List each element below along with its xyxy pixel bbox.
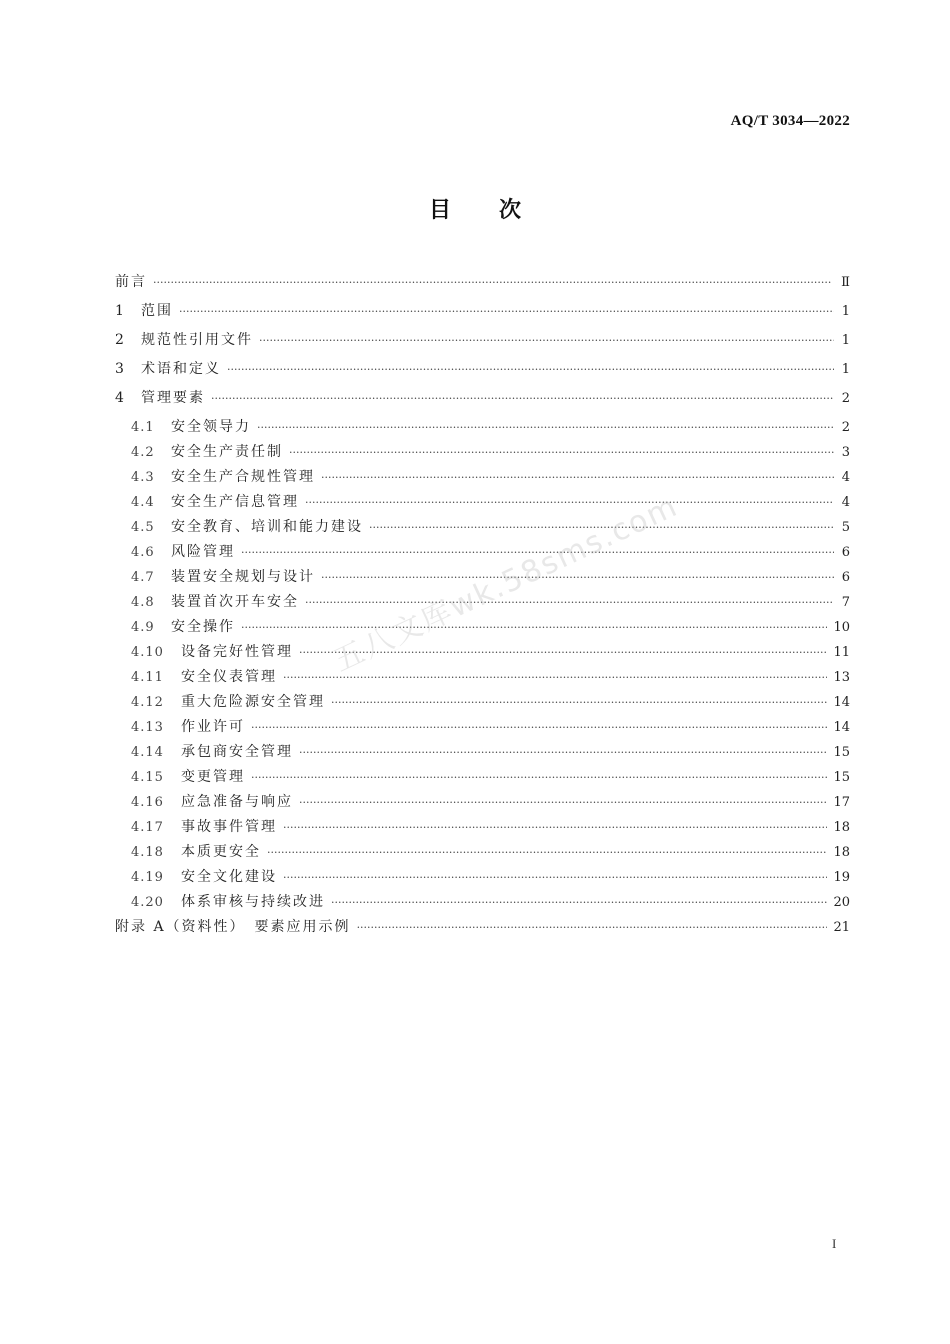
toc-entry-label: 安全操作 bbox=[171, 619, 235, 635]
toc-entry-page: 19 bbox=[833, 870, 850, 885]
toc-entry-label: 前言 bbox=[115, 274, 147, 290]
toc-dot-leader bbox=[357, 918, 828, 938]
toc-entry-page: 4 bbox=[841, 470, 850, 485]
toc-dot-leader bbox=[257, 418, 834, 438]
toc-entry[interactable] bbox=[115, 742, 850, 767]
toc-entry-page: 15 bbox=[833, 770, 850, 785]
toc-entry-label: 承包商安全管理 bbox=[181, 744, 293, 760]
toc-entry-number: 4.10 bbox=[131, 645, 164, 660]
toc-entry-number: 4 bbox=[115, 390, 125, 406]
toc-entry[interactable] bbox=[115, 330, 850, 359]
toc-entry-label: 体系审核与持续改进 bbox=[181, 894, 325, 910]
toc-entry-number: 4.20 bbox=[131, 895, 164, 910]
toc-entry-number: 4.6 bbox=[131, 545, 155, 560]
toc-entry-label: 附录 A（资料性） 要素应用示例 bbox=[115, 919, 351, 935]
toc-entry[interactable] bbox=[115, 359, 850, 388]
toc-entry-page: 2 bbox=[841, 391, 850, 406]
toc-entry-label: 作业许可 bbox=[181, 719, 245, 735]
toc-entry[interactable] bbox=[115, 642, 850, 667]
toc-entry-label: 术语和定义 bbox=[141, 361, 221, 377]
toc-entry-page: 17 bbox=[833, 795, 850, 810]
toc-entry-label: 设备完好性管理 bbox=[181, 644, 293, 660]
toc-entry-label: 装置首次开车安全 bbox=[171, 594, 299, 610]
toc-entry-label: 安全领导力 bbox=[171, 419, 251, 435]
toc-entry-page: 11 bbox=[833, 645, 850, 660]
toc-entry-label: 本质更安全 bbox=[181, 844, 261, 860]
toc-entry-label: 事故事件管理 bbox=[181, 819, 277, 835]
toc-entry-number: 4.1 bbox=[131, 420, 155, 435]
toc-entry-label: 安全生产合规性管理 bbox=[171, 469, 315, 485]
toc-entry-label: 重大危险源安全管理 bbox=[181, 694, 325, 710]
toc-entry[interactable] bbox=[115, 842, 850, 867]
toc-dot-leader bbox=[267, 843, 827, 863]
toc-entry[interactable] bbox=[115, 492, 850, 517]
toc-entry[interactable] bbox=[115, 692, 850, 717]
toc-entry-number: 4.9 bbox=[131, 620, 155, 635]
toc-entry-number: 4.4 bbox=[131, 495, 155, 510]
toc-entry[interactable] bbox=[115, 667, 850, 692]
toc-entry-page: 1 bbox=[841, 362, 850, 377]
toc-entry-number: 4.18 bbox=[131, 845, 164, 860]
toc-entry-label: 安全仪表管理 bbox=[181, 669, 277, 685]
toc-entry-number: 4.8 bbox=[131, 595, 155, 610]
toc-entry-number: 3 bbox=[115, 361, 125, 377]
toc-dot-leader bbox=[321, 468, 834, 488]
toc-entry-label: 安全教育、培训和能力建设 bbox=[171, 519, 363, 535]
toc-dot-leader bbox=[227, 360, 834, 380]
toc-dot-leader bbox=[251, 718, 827, 738]
toc-entry[interactable] bbox=[115, 617, 850, 642]
toc-dot-leader bbox=[241, 618, 827, 638]
toc-entry[interactable] bbox=[115, 442, 850, 467]
standard-code: AQ/T 3034—2022 bbox=[730, 113, 850, 129]
toc-entry-number: 1 bbox=[115, 303, 125, 319]
toc-entry-number: 2 bbox=[115, 332, 125, 348]
toc-entry-number: 4.2 bbox=[131, 445, 155, 460]
toc-dot-leader bbox=[251, 768, 827, 788]
toc-dot-leader bbox=[283, 868, 827, 888]
toc-entry-number: 4.5 bbox=[131, 520, 155, 535]
toc-entry[interactable] bbox=[115, 467, 850, 492]
toc-entry-page: 4 bbox=[841, 495, 850, 510]
toc-dot-leader bbox=[321, 568, 834, 588]
watermark: 五八文库wk.58sms.com bbox=[328, 488, 684, 679]
toc-entry-label: 安全生产责任制 bbox=[171, 444, 283, 460]
toc-entry-label: 规范性引用文件 bbox=[141, 332, 253, 348]
toc-dot-leader bbox=[259, 331, 834, 351]
toc-dot-leader bbox=[179, 302, 834, 322]
toc-entry[interactable] bbox=[115, 817, 850, 842]
toc-entry-number: 4.7 bbox=[131, 570, 155, 585]
toc-entry-page: 2 bbox=[841, 420, 850, 435]
toc-entry-page: 18 bbox=[833, 845, 850, 860]
toc-entry-page: 3 bbox=[841, 445, 850, 460]
toc-dot-leader bbox=[299, 793, 827, 813]
toc-entry-number: 4.3 bbox=[131, 470, 155, 485]
toc-entry-page: 6 bbox=[841, 570, 850, 585]
toc-entry-label: 管理要素 bbox=[141, 390, 205, 406]
toc-dot-leader bbox=[211, 389, 834, 409]
toc-entry[interactable] bbox=[115, 272, 850, 301]
toc-entry-label: 风险管理 bbox=[171, 544, 235, 560]
toc-entry[interactable] bbox=[115, 542, 850, 567]
toc-dot-leader bbox=[153, 273, 834, 293]
toc-entry[interactable] bbox=[115, 917, 850, 946]
toc-entry-label: 变更管理 bbox=[181, 769, 245, 785]
toc-entry[interactable] bbox=[115, 388, 850, 417]
toc-entry-number: 4.13 bbox=[131, 720, 164, 735]
toc-entry[interactable] bbox=[115, 717, 850, 742]
toc-entry-label: 应急准备与响应 bbox=[181, 794, 293, 810]
toc-entry-number: 4.17 bbox=[131, 820, 164, 835]
footer-page-number: I bbox=[832, 1236, 837, 1251]
toc-entry-page: 5 bbox=[841, 520, 850, 535]
toc-entry-page: 14 bbox=[833, 695, 850, 710]
toc-dot-leader bbox=[331, 693, 827, 713]
toc-entry-number: 4.14 bbox=[131, 745, 164, 760]
toc-entry[interactable] bbox=[115, 792, 850, 817]
toc-entry-page: 1 bbox=[841, 333, 850, 348]
toc-dot-leader bbox=[299, 743, 827, 763]
toc-dot-leader bbox=[283, 668, 827, 688]
toc-entry[interactable] bbox=[115, 517, 850, 542]
toc-dot-leader bbox=[289, 443, 834, 463]
toc-entry-number: 4.11 bbox=[131, 670, 164, 685]
toc-entry-page: 18 bbox=[833, 820, 850, 835]
toc-entry-number: 4.16 bbox=[131, 795, 164, 810]
toc-entry-page: 7 bbox=[841, 595, 850, 610]
toc-entry-number: 4.15 bbox=[131, 770, 164, 785]
toc-entry-page: 21 bbox=[833, 920, 850, 935]
toc-entry-number: 4.19 bbox=[131, 870, 164, 885]
toc-entry-label: 安全文化建设 bbox=[181, 869, 277, 885]
toc-entry-number: 4.12 bbox=[131, 695, 164, 710]
toc-entry-page: 6 bbox=[841, 545, 850, 560]
toc-entry-page: 14 bbox=[833, 720, 850, 735]
toc-dot-leader bbox=[283, 818, 827, 838]
toc-dot-leader bbox=[305, 593, 834, 613]
toc-entry-page: 15 bbox=[833, 745, 850, 760]
page-title: 目次 bbox=[428, 198, 569, 223]
toc-entry[interactable] bbox=[115, 892, 850, 917]
toc-entry[interactable] bbox=[115, 417, 850, 442]
toc-dot-leader bbox=[331, 893, 827, 913]
toc-entry-page: 13 bbox=[833, 670, 850, 685]
toc-entry-label: 范围 bbox=[141, 303, 173, 319]
toc-entry-page: 1 bbox=[841, 304, 850, 319]
toc-entry-label: 装置安全规划与设计 bbox=[171, 569, 315, 585]
toc-entry[interactable] bbox=[115, 867, 850, 892]
toc-entry-page: 20 bbox=[833, 895, 850, 910]
toc-entry-page: Ⅱ bbox=[841, 275, 850, 290]
toc-entry[interactable] bbox=[115, 767, 850, 792]
toc-entry-page: 10 bbox=[833, 620, 850, 635]
toc-entry[interactable] bbox=[115, 301, 850, 330]
toc-entry-label: 安全生产信息管理 bbox=[171, 494, 299, 510]
toc-dot-leader bbox=[305, 493, 834, 513]
